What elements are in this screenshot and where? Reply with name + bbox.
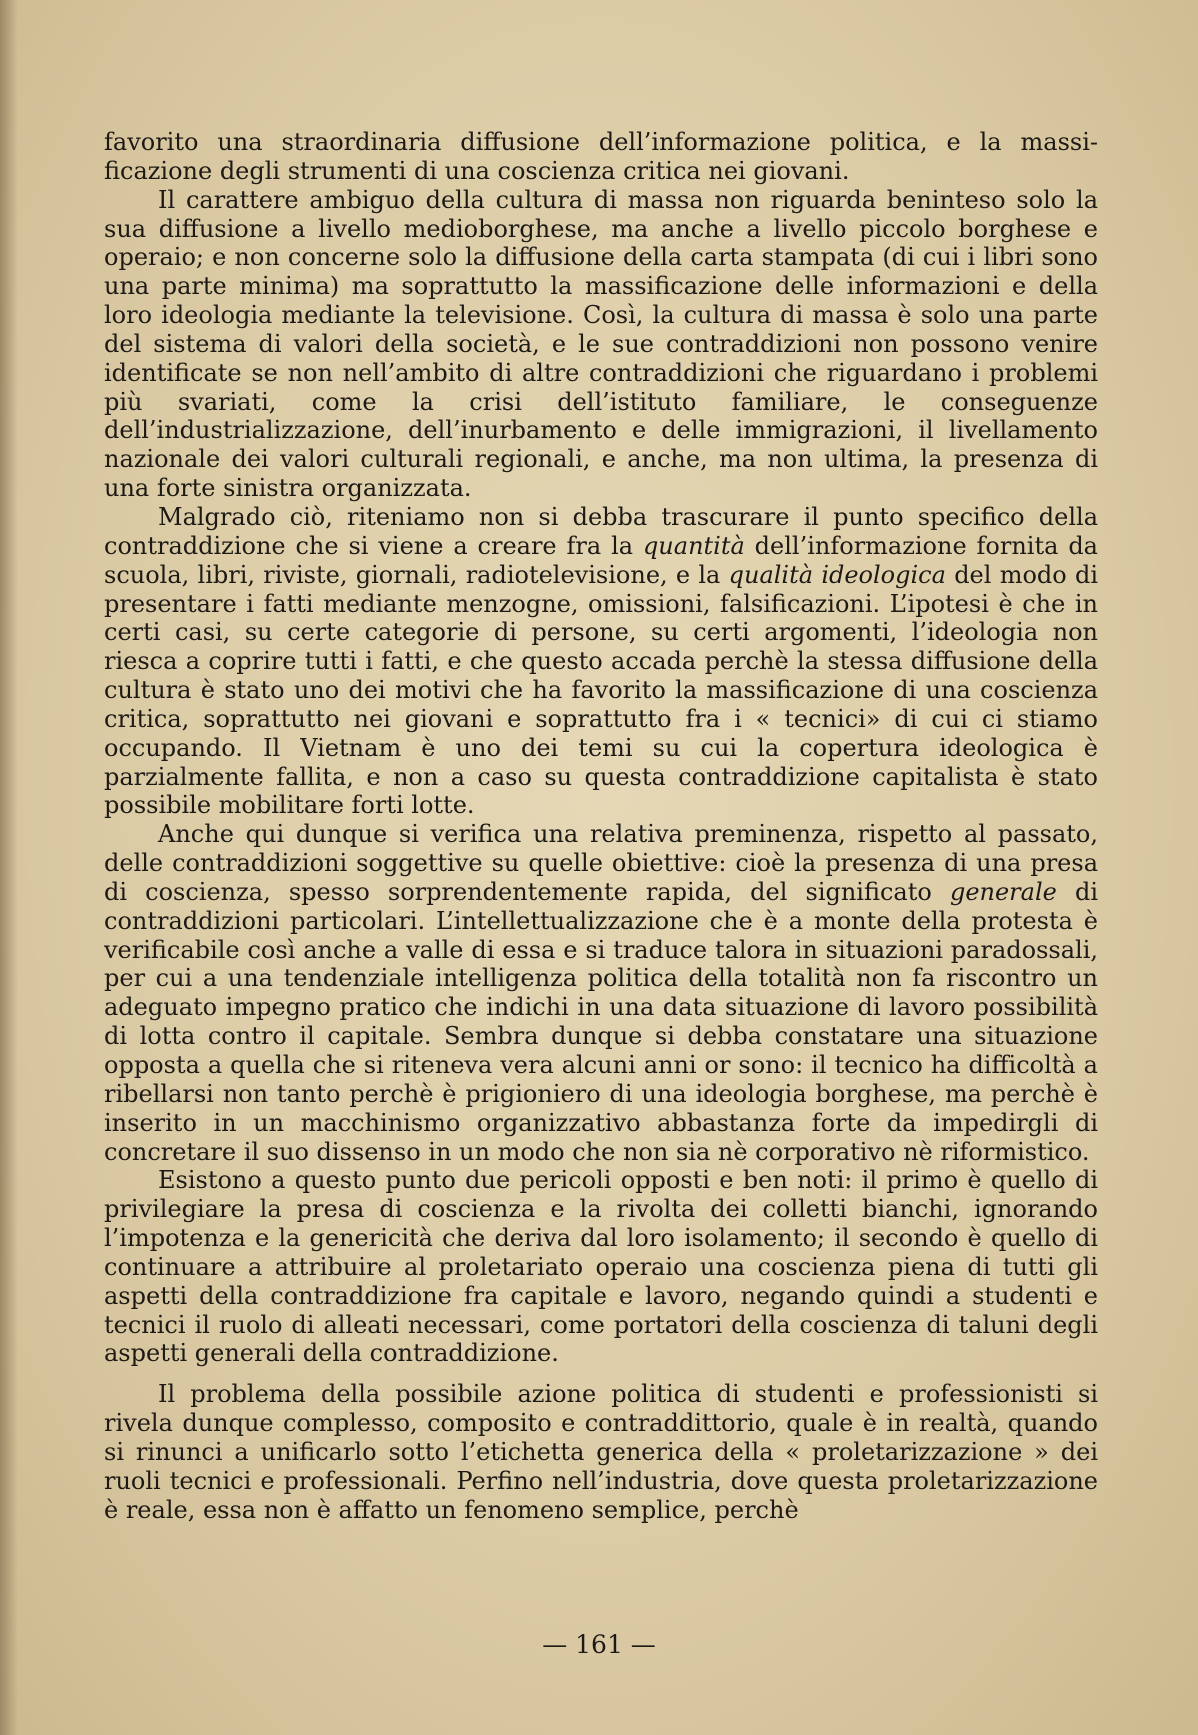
paragraph-4-text-a: Anche qui dunque si verifica una relativa preminenza, rispetto al passato, delle contraddizioni soggettive su quelle obiettive: cioè la presenza di una presa di coscienza, spesso sorprendentemente rapida, del significato	[104, 820, 1098, 906]
paragraph-4-text-b: di contraddizioni particolari. L’intellettualizzazione che è a monte della protesta è verificabile così anche a valle di essa e si traduce talora in situazioni paradossali, per cui a una tendenziale intelligenza politica della totalità non fa riscontro un adeguato impegno pratico che indichi in una data situazione di lavoro possibilità di lotta contro il capitale. Sembra dunque si debba constatare una situazione opposta a quella che si riteneva vera alcuni anni or sono: il tecnico ha difficoltà a ribellarsi non tanto perchè è prigioniero di una ideologia borghese, ma perchè è inserito in un macchinismo organizzativo abbastanza forte da impedirgli di concretare il suo dissenso in un modo che non sia nè corporativo nè riformistico.	[104, 877, 1098, 1166]
paragraph-6	[104, 1380, 1098, 1524]
paragraph-3	[104, 503, 1098, 820]
paragraph-5	[104, 1166, 1098, 1368]
paragraph-1-text: favorito una straordinaria diffusione dell’informazione politica, e la massificazione degli strumenti di una coscienza critica nei giovani.	[104, 128, 1098, 185]
paragraph-3-text-c: del modo di presentare i fatti mediante menzogne, omissioni, falsificazioni. L’ipotesi è che in certi casi, su certe categorie di persone, su certi argomenti, l’ideologia non riesca a coprire tutti i fatti, e che questo accada perchè la stessa diffusione della cultura è stato uno dei motivi che ha favorito la massificazione di una coscienza critica, soprattutto nei giovani e soprattutto fra i « tecnici» di cui ci stiamo occupando. Il Vietnam è uno dei temi su cui la copertura ideologica è parzialmente fallita, e non a caso su questa contraddizione capitalista è stato possibile mobilitare forti lotte.	[104, 560, 1099, 820]
paragraph-4-italic-generale: generale	[949, 877, 1057, 906]
paragraph-3-italic-qualita: qualità ideologica	[728, 560, 946, 589]
page-number: — 161 —	[542, 1630, 656, 1659]
body-text	[104, 128, 1098, 1525]
paragraph-3-text-b: dell’informazione fornita da scuola, libri, riviste, giornali, radiotelevisione, e la	[104, 531, 1098, 589]
paragraph-6-text: Il problema della possibile azione politica di studenti e professionisti si rivela dunque complesso, composito e contraddittorio, quale è in realtà, quando si rinunci a unificarlo sotto l’etichetta generica della « proletarizzazione » dei ruoli tecnici e professionali. Perfino nell’industria, dove questa proletarizzazione è reale, essa non è affatto un fenomeno semplice, perchè	[104, 1380, 1098, 1524]
paragraph-5-text: Esistono a questo punto due pericoli opposti e ben noti: il primo è quello di privilegiare la presa di coscienza e la rivolta dei colletti bianchi, ignorando l’impotenza e la genericità che deriva dal loro isolamento; il secondo è quello di continuare a attribuire al proletariato operaio una coscienza piena di tutti gli aspetti della contraddizione fra capitale e lavoro, negando quindi a studenti e tecnici il ruolo di alleati necessari, come portatori della coscienza di taluni degli aspetti generali della contraddizione.	[104, 1166, 1098, 1368]
paragraph-4	[104, 820, 1098, 1166]
paragraph-3-italic-quantita: quantità	[642, 531, 745, 560]
paragraph-3-text-a: Malgrado ciò, riteniamo non si debba trascurare il punto specifico della contraddizione che si viene a creare fra la	[104, 502, 1098, 560]
paragraph-1	[104, 128, 1098, 186]
paragraph-2-text: Il carattere ambiguo della cultura di massa non riguarda beninteso solo la sua diffusione a livello medioborghese, ma anche a livello piccolo borghese e operaio; e non concerne solo la diffusione della carta stampata (di cui i libri sono una parte minima) ma soprattutto la massificazione delle informazioni e della loro ideologia mediante la televisione. Così, la cultura di massa è solo una parte del sistema di valori della società, e le sue contraddizioni non possono venire identificate se non nell’ambito di altre contraddizioni che riguardano i problemi più svariati, come la crisi dell’istituto familiare, le conseguenze dell’industrializzazione, dell’inurbamento e delle immigrazioni, il livellamento nazionale dei valori culturali regionali, e anche, ma non ultima, la presenza di una forte sinistra organizzata.	[104, 185, 1098, 503]
paragraph-2	[104, 186, 1098, 503]
